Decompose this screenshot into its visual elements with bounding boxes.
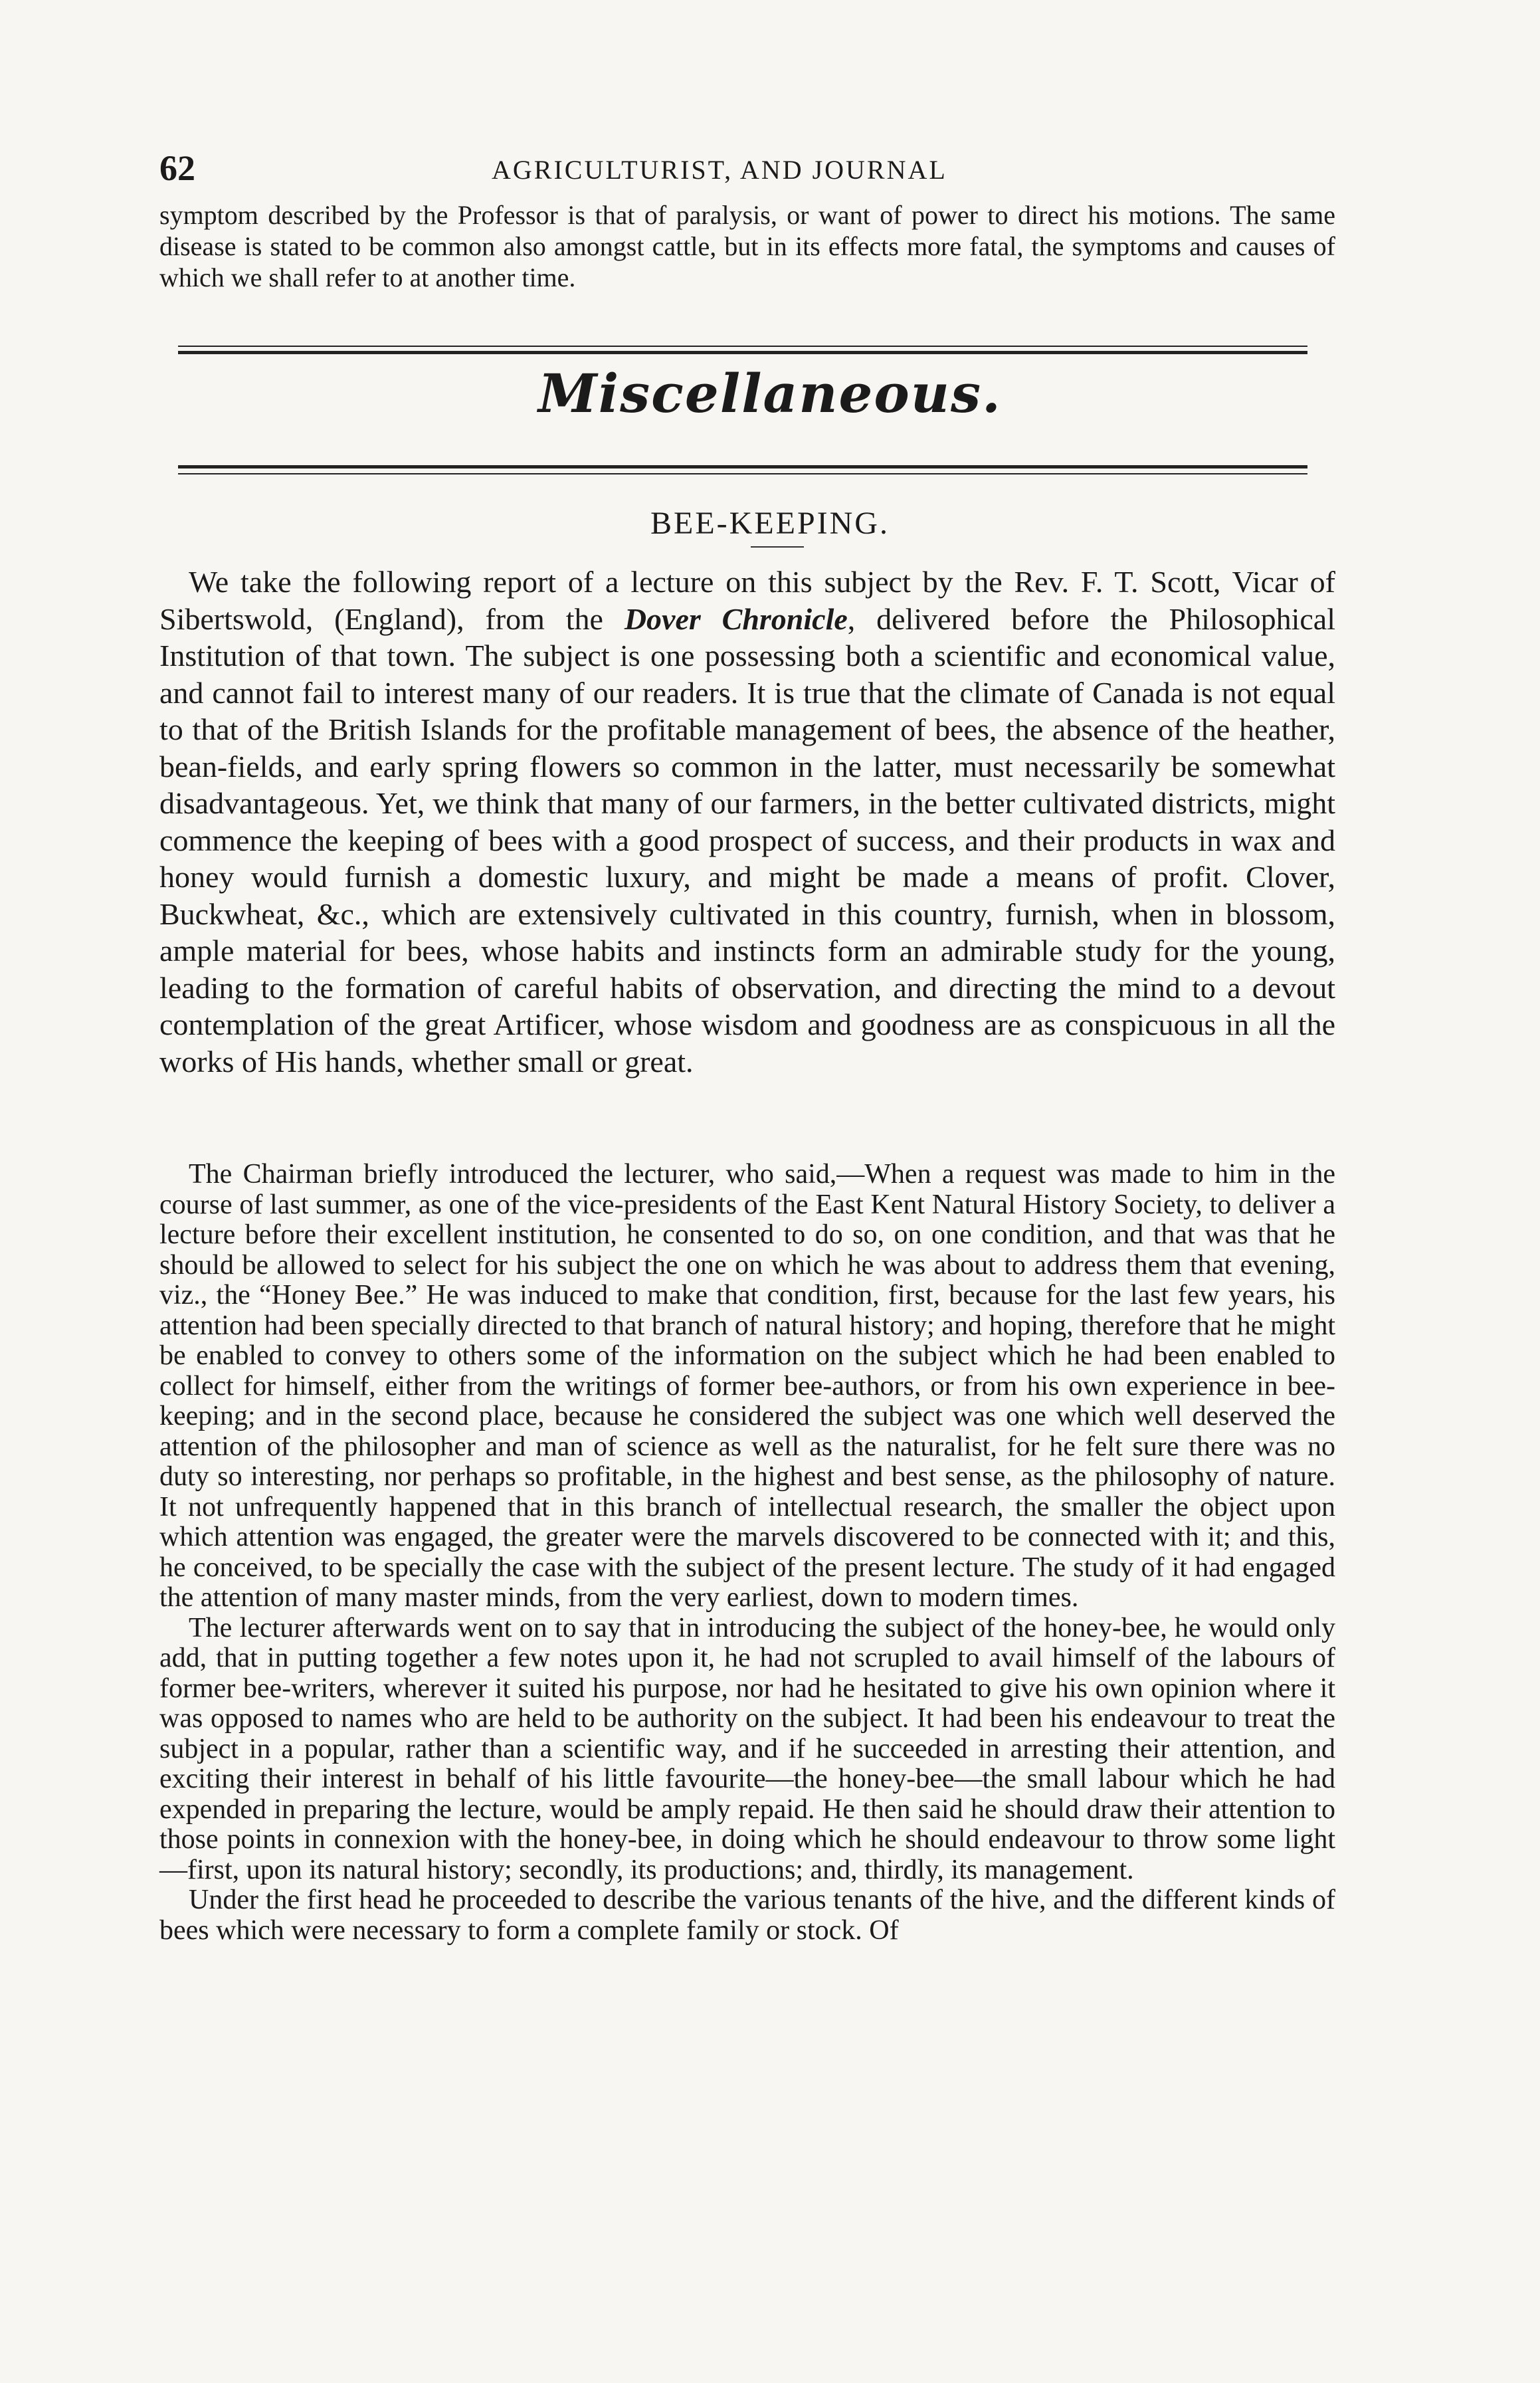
divider-rule bbox=[178, 351, 1307, 354]
divider-rule bbox=[178, 465, 1307, 468]
divider-rule bbox=[178, 473, 1307, 474]
body-paragraph: Under the first head he proceeded to describe the various tenants of the hive, and the different kinds of bees which were necessary to form a complete family or stock. Of bbox=[159, 1885, 1335, 1946]
section-title: Miscellaneous. bbox=[538, 362, 1002, 425]
page-number: 62 bbox=[159, 148, 195, 188]
title-underline bbox=[751, 546, 804, 548]
intro-paragraph: symptom described by the Professor is that of paralysis, or want of power to direct his motions. The same disease is stated to be common also amongst cattle, but in its effects more fatal, the symptoms and causes of which we shall refer to at another time. bbox=[159, 200, 1335, 292]
page-header bbox=[159, 148, 1335, 187]
divider-rule bbox=[178, 346, 1307, 347]
lead-text: , delivered before the Philosophical Institution of that town. The subject is one possessing both a scientific and economical value, and cannot fail to interest many of our readers. It is true that the climate of Canada is not equal to that of the British Islands for the profitable management of bees, the absence of the heather, bean-fields, and early spring flowers so common in the latter, must necessarily be somewhat disadvantageous. Yet, we think that many of our farmers, in the better cultivated districts, might commence the keeping of bees with a good prospect of success, and their products in wax and honey would furnish a domestic luxury, and might be made a means of profit. Clover, Buckwheat, &c., which are extensively cultivated in this country, furnish, when in blossom, ample material for bees, whose habits and instincts form an admirable study for the young, leading to the formation of careful habits of observation, and directing the mind to a devout contemplation of the great Artificer, whose wisdom and goodness are as conspicuous in all the works of His hands, whether small or great. bbox=[159, 601, 1335, 1079]
lead-text: We take the following report of a lecture on this subject by the Rev. F. T. Scott, Vicar of Sibertswold, (England), from the bbox=[159, 565, 1335, 636]
article-lead-paragraph bbox=[159, 564, 1335, 1080]
body-paragraph: The lecturer afterwards went on to say that in introducing the subject of the honey-bee, he would only add, that in putting together a few notes upon it, he had not scrupled to avail himself of the labours of former bee-writers, wherever it suited his purpose, nor had he hesitated to give his own opinion where it was opposed to names who are held to be authority on the subject. It had been his endeavour to treat the subject in a popular, rather than a scientific way, and if he succeeded in arresting their attention, and exciting their interest in behalf of his little favourite—the honey-bee—the small labour which he had expended in preparing the lecture, would be amply repaid. He then said he should draw their attention to those points in connexion with the honey-bee, in doing which he should endeavour to throw some light—first, upon its natural history; secondly, its productions; and, thirdly, its management. bbox=[159, 1612, 1335, 1885]
article-title: BEE-KEEPING. bbox=[650, 506, 890, 541]
body-paragraph: The Chairman briefly introduced the lecturer, who said,—When a request was made to him in the course of last summer, as one of the vice-presidents of the East Kent Natural History Society, to deliver a lecture before their excellent institution, he consented to do so, on one condition, and that was that he should be allowed to select for his subject the one on which he was about to address them that evening, viz., the “Honey Bee.” He was induced to make that condition, first, because for the last few years, his attention had been specially directed to that branch of natural history; and hoping, therefore that he might be enabled to convey to others some of the information on the subject which he had been enabled to collect for himself, either from the writings of former bee-authors, or from his own experience in bee-keeping; and in the second place, because he considered the subject was one which well deserved the attention of the philosopher and man of science as well as the naturalist, for he felt sure there was no duty so interesting, nor perhaps so profitable, in the highest and best sense, as the philosophy of nature. It not unfrequently happened that in this branch of intellectual research, the smaller the object upon which attention was engaged, the greater were the marvels discovered to be connected with it; and this, he conceived, to be specially the case with the subject of the present lecture. The study of it had engaged the attention of many master minds, from the very earliest, down to modern times. bbox=[159, 1159, 1335, 1613]
article-body bbox=[159, 1160, 1335, 1946]
source-name: Dover Chronicle bbox=[624, 601, 848, 636]
running-title: AGRICULTURIST, AND JOURNAL bbox=[492, 155, 947, 185]
